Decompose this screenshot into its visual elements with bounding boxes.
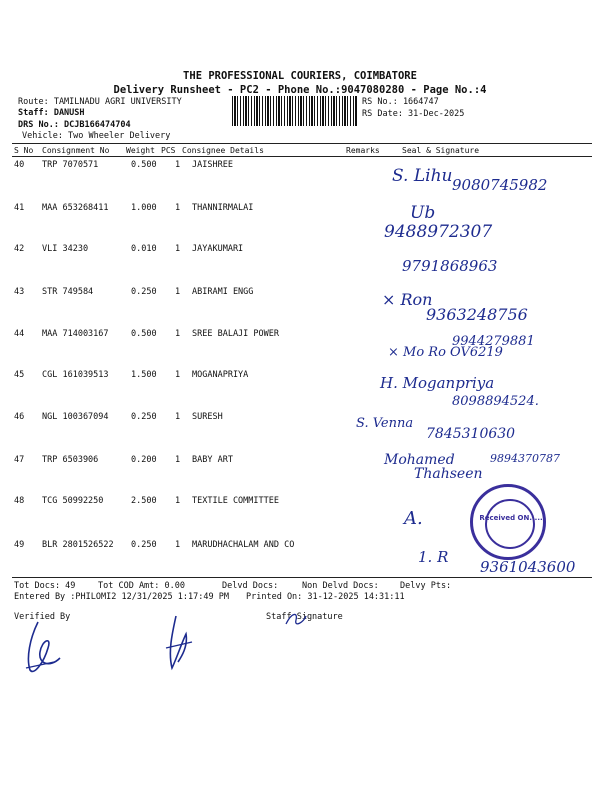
row-sno: 42 — [14, 244, 25, 254]
handwritten-signature: S. Venna — [356, 416, 414, 431]
row-consignee: JAYAKUMARI — [192, 244, 244, 254]
row-pcs: 1 — [175, 496, 181, 506]
delivered-docs: Delvd Docs: — [222, 581, 279, 591]
row-weight: 0.010 — [131, 244, 157, 254]
row-sno: 41 — [14, 203, 25, 213]
col-sno: S No — [14, 146, 34, 155]
row-consignee: BABY ART — [192, 455, 233, 465]
row-consignment: TCG 50992250 — [42, 496, 104, 506]
drs-label: DRS No.: DCJB166474704 — [18, 120, 131, 130]
handwritten-name: Thahseen — [414, 466, 483, 482]
row-sno: 40 — [14, 160, 25, 170]
row-consignment: STR 749584 — [42, 287, 94, 297]
table-row — [12, 244, 592, 288]
handwritten-note: × Mo Ro OV6219 — [388, 345, 503, 360]
handwritten-phone: 9894370787 — [490, 452, 560, 465]
vehicle-label: Vehicle: Two Wheeler Delivery — [22, 131, 171, 141]
handwritten-signature: H. Moganpriya — [380, 374, 495, 392]
handwritten-phone: 9488972307 — [384, 222, 493, 242]
runsheet-subtitle: Delivery Runsheet - PC2 - Phone No.:9047080280 - Page No.:4 — [113, 84, 487, 96]
row-consignment: MAA 653268411 — [42, 203, 109, 213]
printed-on: Printed On: 31-12-2025 14:31:11 — [246, 592, 405, 602]
handwritten-phone: 9363248756 — [426, 305, 528, 324]
row-weight: 1.500 — [131, 370, 157, 380]
col-consignee: Consignee Details — [182, 146, 264, 155]
table-row — [12, 203, 592, 247]
row-weight: 0.500 — [131, 329, 157, 339]
row-consignment: BLR 2801526522 — [42, 540, 114, 550]
row-pcs: 1 — [175, 244, 181, 254]
row-weight: 0.200 — [131, 455, 157, 465]
handwritten-phone: 9791868963 — [402, 257, 498, 275]
row-consignment: TRP 7070571 — [42, 160, 99, 170]
col-consignment: Consignment No — [42, 146, 110, 155]
route-label: Route: TAMILNADU AGRI UNIVERSITY — [18, 97, 182, 107]
col-pcs: PCS — [161, 146, 176, 155]
col-weight: Weight — [126, 146, 155, 155]
row-consignee: SREE BALAJI POWER — [192, 329, 279, 339]
row-consignment: MAA 714003167 — [42, 329, 109, 339]
handwritten-phone: 9944279881 — [452, 334, 535, 349]
row-weight: 1.000 — [131, 203, 157, 213]
rs-date: RS Date: 31-Dec-2025 — [362, 109, 465, 119]
row-pcs: 1 — [175, 287, 181, 297]
row-pcs: 1 — [175, 455, 181, 465]
barcode — [232, 96, 358, 126]
row-consignee: MOGANAPRIYA — [192, 370, 249, 380]
approver-signature-drawing — [160, 612, 200, 674]
staff-label: Staff: DANUSH — [18, 108, 85, 118]
col-remarks: Remarks — [346, 146, 380, 155]
row-sno: 46 — [14, 412, 25, 422]
col-seal: Seal & Signature — [402, 146, 480, 155]
handwritten-phone: 9361043600 — [480, 558, 576, 576]
handwritten-phone: 9080745982 — [452, 176, 548, 194]
stamp-text: Received ON..... — [479, 514, 543, 522]
row-consignment: TRP 6503906 — [42, 455, 99, 465]
row-pcs: 1 — [175, 412, 181, 422]
handwritten-phone: 8098894524. — [452, 394, 539, 409]
company-title: THE PROFESSIONAL COURIERS, COIMBATORE — [183, 70, 417, 82]
row-sno: 48 — [14, 496, 25, 506]
row-consignee: MARUDHACHALAM AND CO — [192, 540, 295, 550]
rs-number: RS No.: 1664747 — [362, 97, 439, 107]
header-bottom-rule — [12, 156, 592, 157]
row-weight: 2.500 — [131, 496, 157, 506]
handwritten-signature: Mohamed — [384, 452, 455, 468]
staff-signature-drawing — [284, 610, 308, 630]
row-pcs: 1 — [175, 540, 181, 550]
row-weight: 0.250 — [131, 287, 157, 297]
row-consignment: VLI 34230 — [42, 244, 89, 254]
footer-rule — [12, 577, 592, 578]
row-sno: 47 — [14, 455, 25, 465]
row-consignment: CGL 161039513 — [42, 370, 109, 380]
row-pcs: 1 — [175, 160, 181, 170]
delivery-points: Delvy Pts: — [400, 581, 452, 591]
handwritten-phone: 7845310630 — [426, 426, 516, 442]
row-pcs: 1 — [175, 203, 181, 213]
received-stamp — [470, 484, 546, 560]
row-pcs: 1 — [175, 329, 181, 339]
row-sno: 45 — [14, 370, 25, 380]
header-top-rule — [12, 143, 592, 144]
total-cod: Tot COD Amt: 0.00 — [98, 581, 185, 591]
row-consignment: NGL 100367094 — [42, 412, 109, 422]
handwritten-signature: A. — [404, 508, 423, 529]
row-consignee: SURESH — [192, 412, 223, 422]
row-weight: 0.250 — [131, 412, 157, 422]
row-pcs: 1 — [175, 370, 181, 380]
handwritten-signature: S. Lihu — [392, 166, 453, 186]
row-consignee: THANNIRMALAI — [192, 203, 254, 213]
non-delivered-docs: Non Delvd Docs: — [302, 581, 379, 591]
row-sno: 49 — [14, 540, 25, 550]
entered-by: Entered By :PHILOMI2 12/31/2025 1:17:49 PM — [14, 592, 229, 602]
verifier-signature-drawing — [20, 618, 70, 678]
verified-by-label: Verified By — [14, 612, 71, 622]
row-consignee: TEXTILE COMMITTEE — [192, 496, 279, 506]
handwritten-signature: × Ron — [382, 290, 433, 309]
handwritten-signature: Ub — [410, 203, 436, 223]
row-weight: 0.250 — [131, 540, 157, 550]
row-consignee: JAISHREE — [192, 160, 233, 170]
stamp-inner-ring — [485, 499, 535, 549]
row-sno: 44 — [14, 329, 25, 339]
row-weight: 0.500 — [131, 160, 157, 170]
row-sno: 43 — [14, 287, 25, 297]
staff-signature-label: Staff Signature — [266, 612, 343, 622]
handwritten-signature: 1. R — [418, 548, 449, 566]
row-consignee: ABIRAMI ENGG — [192, 287, 254, 297]
total-docs: Tot Docs: 49 — [14, 581, 76, 591]
